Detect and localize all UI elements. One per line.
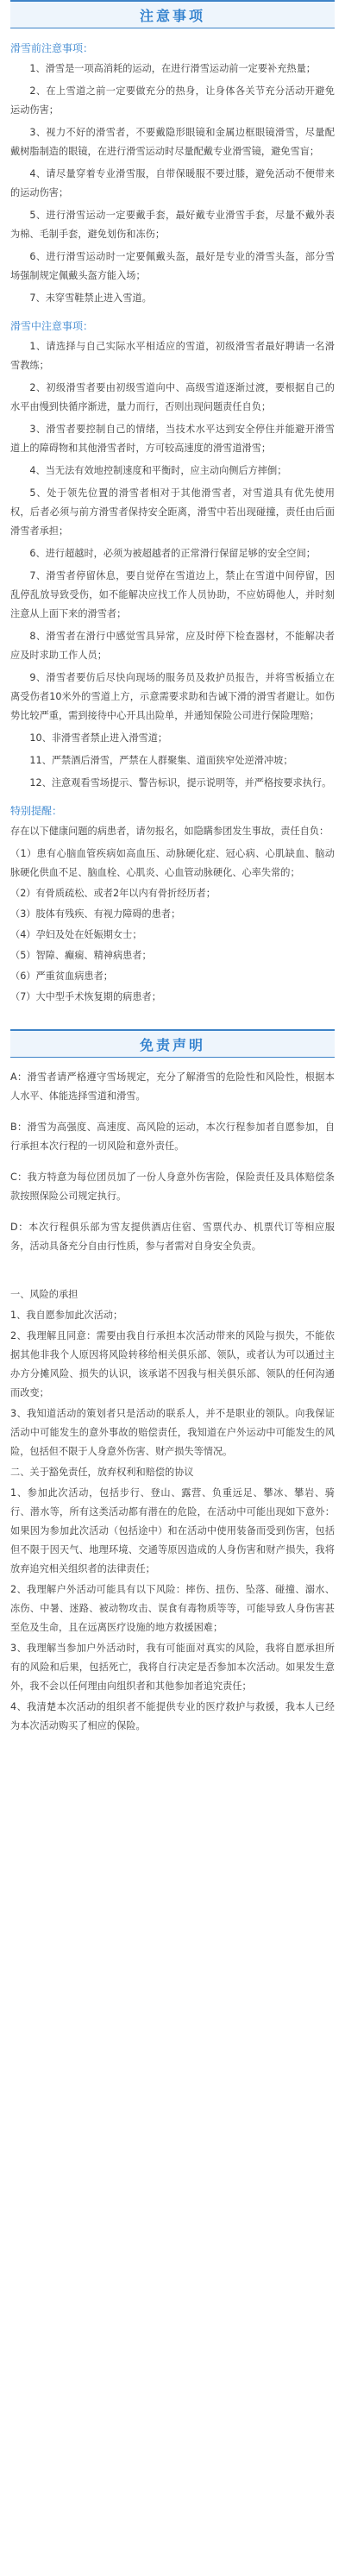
disclaimer-b: B：滑雪为高强度、高速度、高风险的运动，本次行程参加者自愿参加，自行承担本次行程的一切风险和意外责任。 <box>10 1122 335 1152</box>
during-item-9: 9、滑雪者要仿后尽快向现场的服务员及救护员报告，并将雪板插立在离受伤者10米外的雪道上方，示意需要求助和告诫下滑的滑雪者避让。如伤势比较严重，需到接待中心开具出险单，并通知保险公司进行保险理赔； <box>10 672 335 721</box>
condition-item-3: （3）肢体有残疾、有视力障碍的患者； <box>10 908 181 920</box>
during-item-5: 5、处于领先位置的滑雪者相对于其他滑雪者，对雪道具有优先使用权，后者必须与前方滑雪者保持安全距离，滑雪中若出现碰撞，责任由后面滑雪者承担； <box>10 487 335 537</box>
before-item-1: 1、滑雪是一项高消耗的运动，在进行滑雪运动前一定要补充热量； <box>29 63 316 74</box>
during-item-8: 8、滑雪者在滑行中感觉雪具异常，应及时停下检查器材，不能解决者应及时求助工作人员； <box>10 631 335 661</box>
during-item-11: 11、严禁酒后滑雪，严禁在人群聚集、道面狭窄处逆滑冲坡； <box>29 755 293 766</box>
during-item-12: 12、注意观看雪场提示、警告标识，提示说明等，并严格按要求执行。 <box>29 777 332 789</box>
risk-heading-1: 一、风险的承担 <box>10 1289 78 1300</box>
during-item-7: 7、滑雪者停留休息，要自觉停在雪道边上，禁止在雪道中间停留，因乱停乱放导致受伤，如不能解决应找工作人员协助，不应妨碍他人，并时刻注意从上面下来的滑雪者； <box>10 570 335 619</box>
special-intro: 存在以下健康问题的病患者，请勿报名，如隐瞒参团发生事故，责任自负： <box>10 826 329 837</box>
before-item-6: 6、进行滑雪运动时一定要佩戴头盔，最好是专业的滑雪头盔，部分雪场强制规定佩戴头盔方能入场； <box>10 251 335 281</box>
during-item-3: 3、滑雪者要控制自己的情绪，当技术水平达到安全停住并能避开滑雪道上的障碍物和其他滑雪者时，方可较高速度的滑雪道滑雪； <box>10 424 335 454</box>
condition-item-7: （7）大中型手术恢复期的病患者； <box>10 991 161 1002</box>
condition-item-1: （1）患有心脑血管疾病如高血压、动脉硬化症、冠心病、心肌缺血、脑动脉硬化供血不足、脑血栓、心肌炎、心血管动脉硬化、心率失常的； <box>10 848 335 878</box>
before-item-7: 7、未穿雪鞋禁止进入雪道。 <box>29 292 152 304</box>
risk-item-1-2: 2、我理解且同意：需要由我自行承担本次活动带来的风险与损失，不能依据其他非我个人原因将风险转移给相关俱乐部、领队，或者认为可以通过主办方分摊风险、损失的认识，该承诺不因我与相关俱乐部、领队的任何沟通而改变； <box>10 1330 335 1398</box>
before-item-4: 4、请尽量穿着专业滑雪服，自带保暖服不要过膝，避免活动不便带来的运动伤害； <box>10 168 335 198</box>
disclaimer-banner: 免责声明 <box>10 1029 335 1058</box>
during-item-1: 1、请选择与自己实际水平相适应的雪道，初级滑雪者最好聘请一名滑雪教练； <box>10 341 335 371</box>
before-item-2: 2、在上雪道之前一定要做充分的热身，让身体各关节充分活动开避免运动伤害； <box>10 85 335 116</box>
condition-item-4: （4）孕妇及处在妊娠期女士； <box>10 929 142 940</box>
condition-item-6: （6）严重贫血病患者； <box>10 971 113 982</box>
before-item-5: 5、进行滑雪运动一定要戴手套，最好戴专业滑雪手套，尽量不戴外表为棉、毛制手套，避免划伤和冻伤； <box>10 210 335 240</box>
during-item-2: 2、初级滑雪者要由初级雪道向中、高级雪道逐渐过渡，要根据自己的水平由慢到快循序渐进，量力而行，否则出现问题责任自负； <box>10 382 335 412</box>
special-reminder-text: 特别提醒： <box>10 805 63 817</box>
during-item-4: 4、当无法有效地控制速度和平衡时，应主动向侧后方摔倒； <box>29 465 287 476</box>
disclaimer-a: A：滑雪者请严格遵守雪场规定，充分了解滑雪的危险性和风险性，根据本人水平、体能选择雪道和滑雪。 <box>10 1071 335 1102</box>
before-item-3: 3、视力不好的滑雪者，不要戴隐形眼镜和金属边框眼镜滑雪，尽量配戴树脂制造的眼镜，在进行滑雪运动时尽量配戴专业滑雪镜，避免雪盲； <box>10 127 335 157</box>
risk-item-1-3: 3、我知道活动的策划者只是活动的联系人，并不是职业的领队。向我保证活动中可能发生的意外事故的赔偿责任，我知道在户外运动中可能发生的风险，包括但不限于人身意外伤害、财产损失等情况。 <box>10 1408 335 1457</box>
special-reminder-heading <box>10 803 335 818</box>
risk-item-1-1: 1、我自愿参加此次活动； <box>10 1310 123 1321</box>
risk-heading-2: 二、关于豁免责任，放弃权利和赔偿的协议 <box>10 1467 194 1478</box>
during-item-6: 6、进行超越时，必须为被超越者的正常滑行保留足够的安全空间； <box>29 548 316 559</box>
during-item-10: 10、非滑雪者禁止进入滑雪道； <box>29 732 168 744</box>
risk-item-2-3: 3、我理解当参加户外活动时，我有可能面对真实的风险，我将自愿承担所有的风险和后果，包括死亡，我将自行决定是否参加本次活动。如果发生意外，我不会以任何理由向组织者和其他参加者追究责任； <box>10 1643 335 1692</box>
risk-item-2-1: 1、参加此次活动，包括步行、登山、露营、负重远足、攀冰、攀岩、骑行、潜水等，所有这类活动都有潜在的危险，在活动中可能出现如下意外：如果因为参加此次活动（包括途中）和在活动中使用装备而受到伤害，包括但不限于因天气、地理环境、交通等原因造成的人身伤害和财产损失，我将放弃追究相关组织者的法律责任； <box>10 1487 335 1574</box>
disclaimer-c: C：我方特意为每位团员加了一份人身意外伤害险，保险责任及具体赔偿条款按照保险公司规定执行。 <box>10 1172 335 1202</box>
disclaimer-d: D：本次行程俱乐部为雪友提供酒店住宿、雪票代办、机票代订等相应服务，活动具备充分自由行性质，参与者需对自身安全负责。 <box>10 1222 335 1252</box>
risk-item-2-4: 4、我清楚本次活动的组织者不能提供专业的医疗救护与救援，我本人已经为本次活动购买了相应的保险。 <box>10 1701 335 1731</box>
condition-item-5: （5）智障、癫痫、精神病患者； <box>10 950 152 961</box>
notice-banner: 注意事项 <box>10 0 335 28</box>
during-skiing-heading: 滑雪中注意事项： <box>10 320 94 332</box>
risk-item-2-2: 2、我理解户外活动可能具有以下风险：摔伤、扭伤、坠落、碰撞、溺水、冻伤、中暑、迷路、被动物攻击、误食有毒物质等等，可能导致人身伤害甚至危及生命，且在远离医疗设施的地方救援困难； <box>10 1584 335 1633</box>
before-skiing-heading: 滑雪前注意事项： <box>10 42 94 54</box>
condition-item-2: （2）有骨质疏松、或者2年以内有骨折经历者； <box>10 888 216 899</box>
